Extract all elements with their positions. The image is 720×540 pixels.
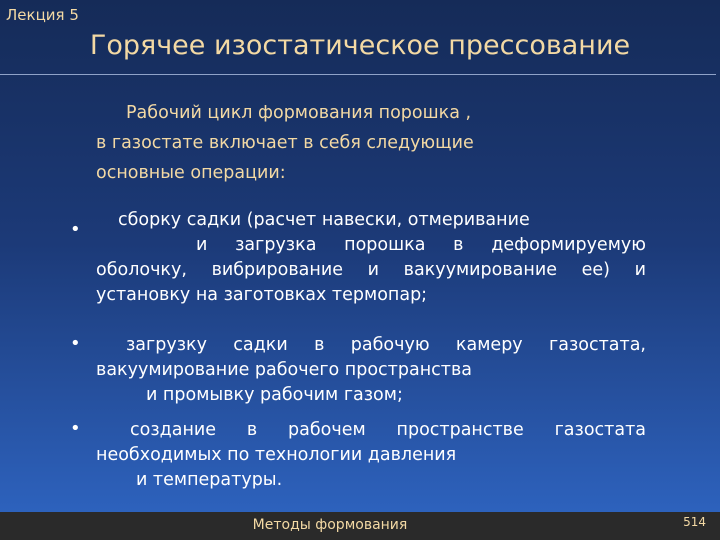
list-item	[96, 208, 646, 308]
intro-paragraph	[96, 98, 566, 188]
list-item-line: и загрузка порошка в деформируемую	[196, 235, 646, 255]
list-item-line: установку на заготовках термопар;	[96, 285, 428, 305]
lecture-label: Лекция 5	[6, 6, 79, 24]
slide-title: Горячее изостатическое прессование	[89, 30, 631, 61]
list-item-line: вакуумирование рабочего пространства	[96, 360, 472, 380]
intro-line: основные операции:	[96, 163, 286, 183]
intro-line: в газостате включает в себя следующие	[96, 133, 474, 153]
list-item-line: и промывку рабочим газом;	[146, 385, 403, 405]
list-item	[96, 418, 646, 493]
list-item-line: создание в рабочем пространстве газостата	[130, 420, 646, 440]
list-item-line: загрузку садки в рабочую камеру газостата,	[126, 335, 646, 355]
intro-line: Рабочий цикл формования порошка ,	[126, 103, 472, 123]
bullet-marker: •	[70, 333, 81, 354]
list-item-line: и температуры.	[136, 470, 283, 490]
bullet-marker: •	[70, 418, 81, 439]
list-item-line: оболочку, вибрирование и вакуумирование ее) и	[96, 260, 646, 280]
page-number: 514	[683, 515, 706, 529]
list-item-line: сборку садки (расчет навески, отмеривание	[118, 210, 530, 230]
bullet-marker: •	[70, 219, 81, 240]
list-item	[96, 333, 646, 408]
footer-title: Методы формования	[252, 517, 408, 533]
list-item-line: необходимых по технологии давления	[96, 445, 457, 465]
